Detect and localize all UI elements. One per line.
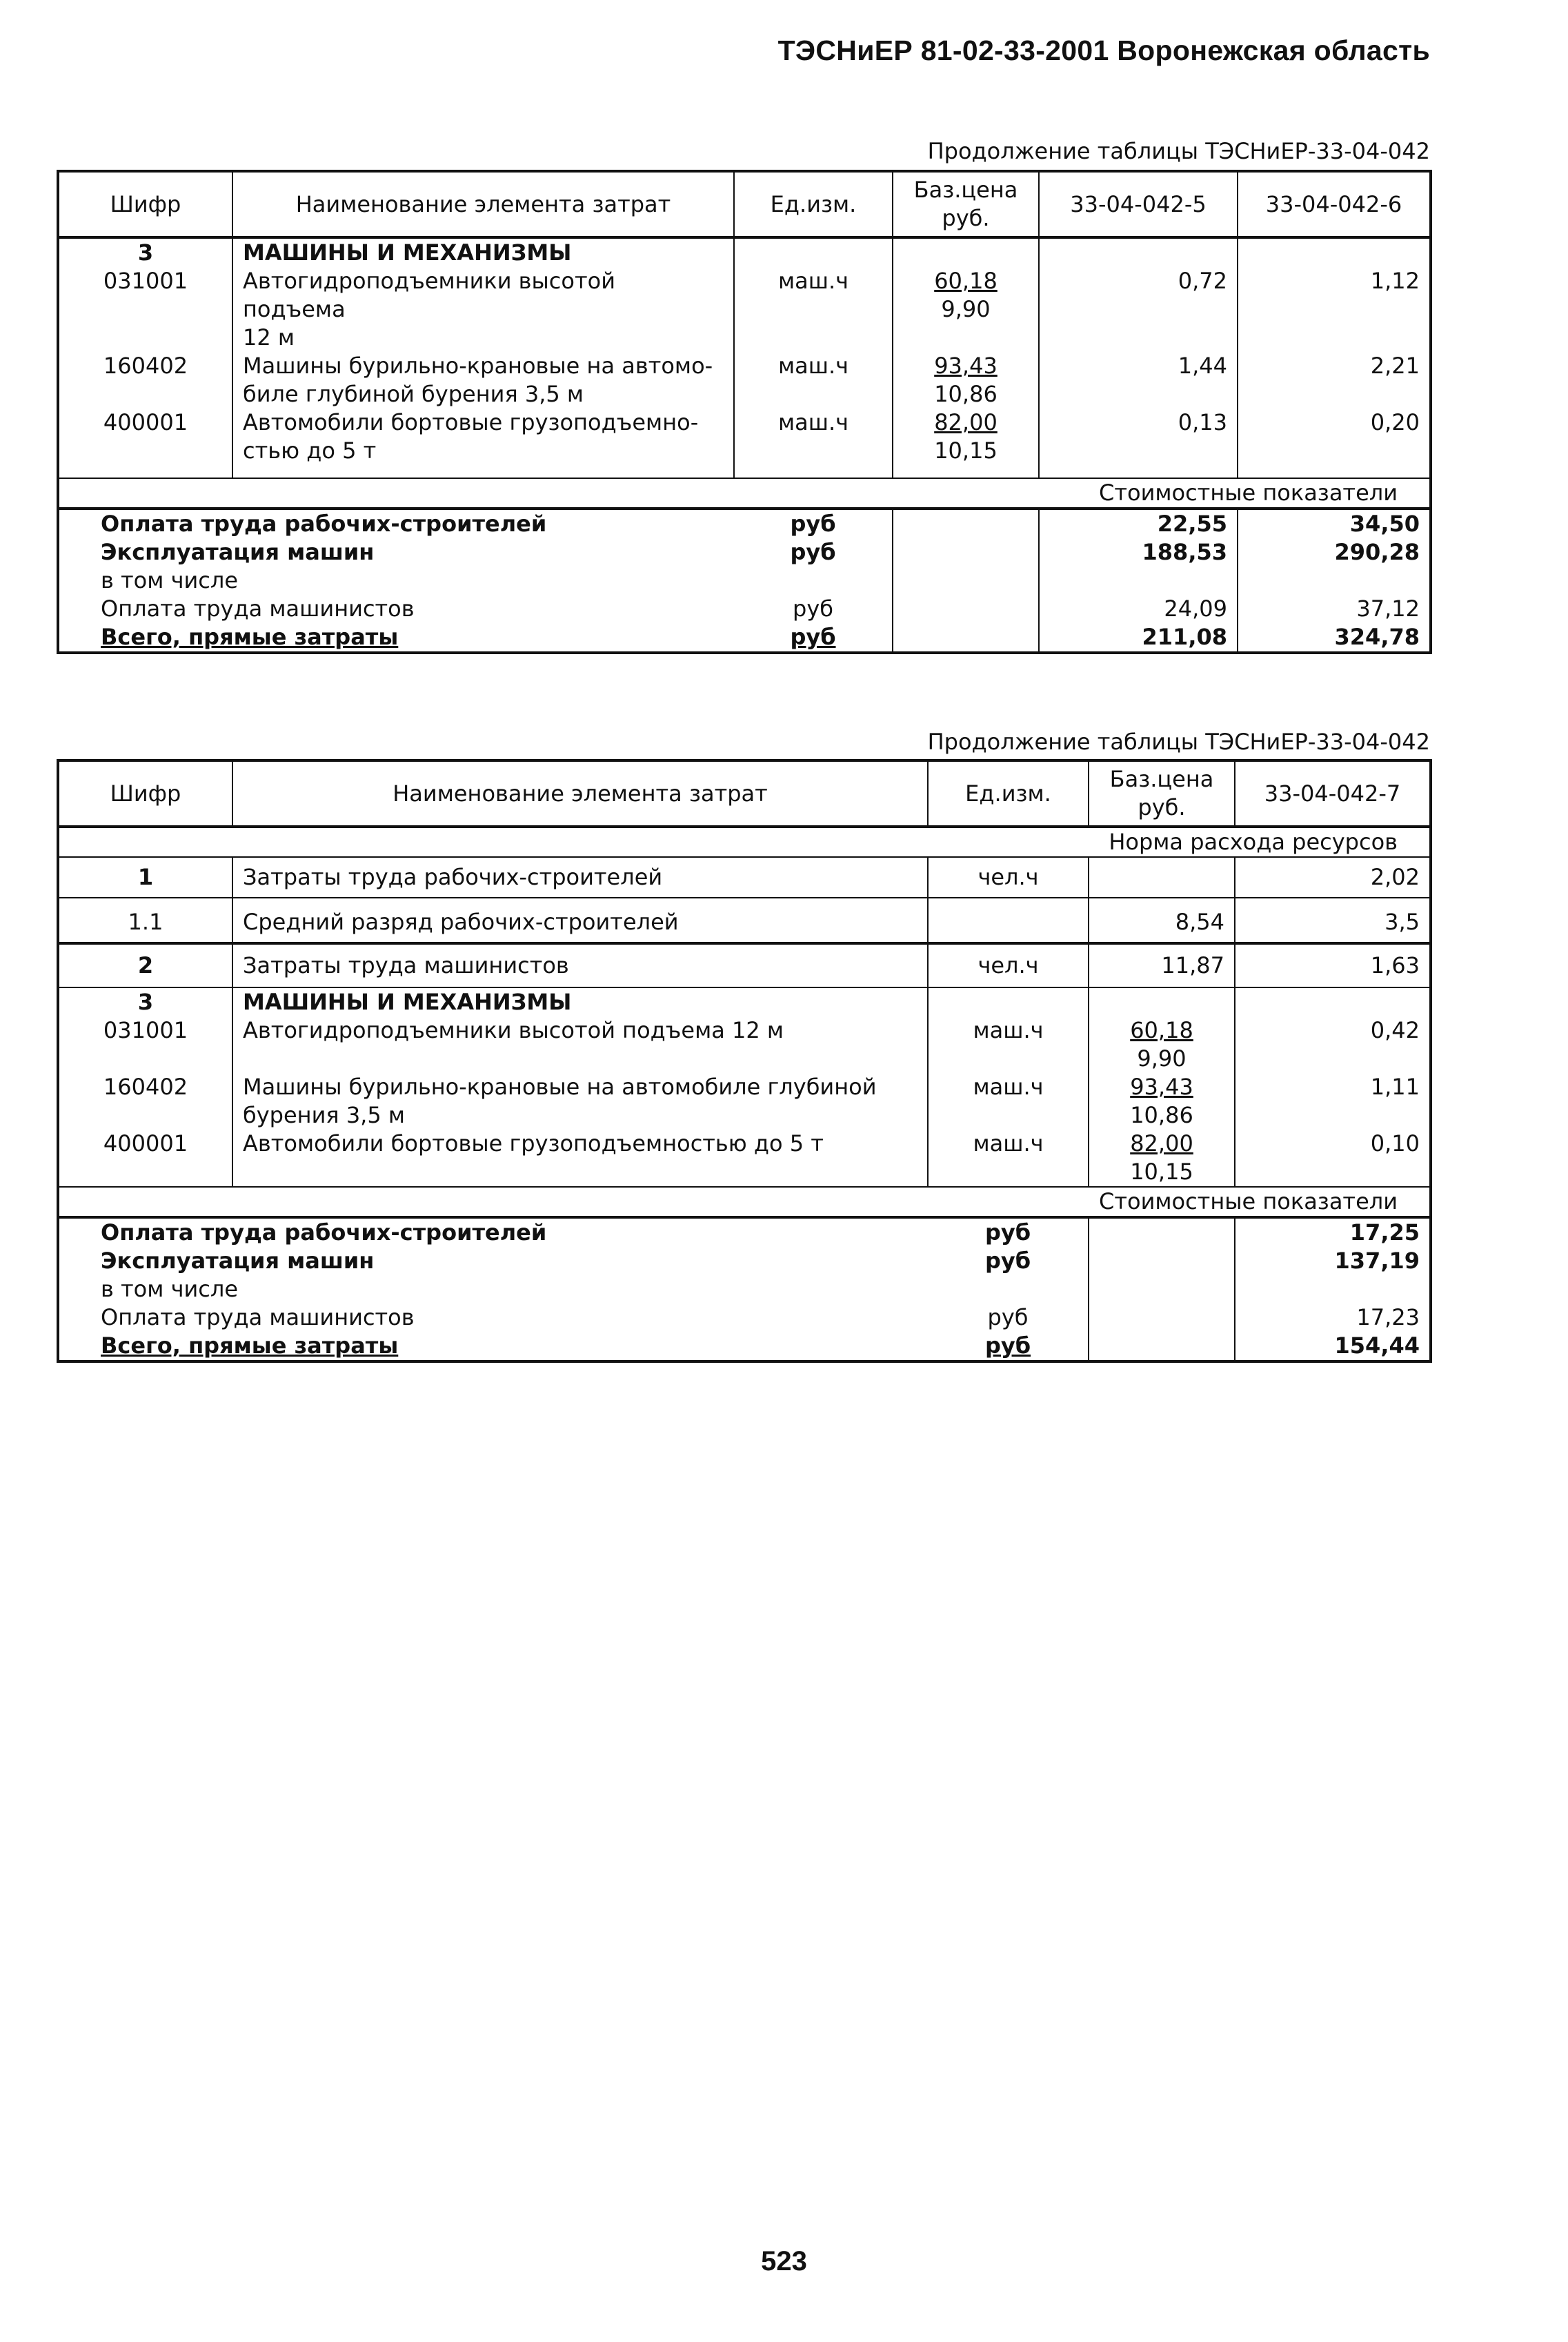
section-title: МАШИНЫ И МЕХАНИЗМЫ — [232, 987, 928, 1016]
row-value-col1: 0,72 — [1039, 267, 1238, 352]
row-unit: маш.ч — [928, 1073, 1089, 1130]
cost-unit: руб — [928, 1332, 1089, 1361]
table-row — [58, 1016, 1431, 1073]
row-price: 60,18 9,90 — [893, 267, 1039, 352]
table1 — [57, 170, 1432, 654]
row-value-col1: 1,63 — [1235, 943, 1431, 987]
cost-value-col2: 37,12 — [1238, 595, 1431, 623]
row-code: 160402 — [58, 352, 232, 409]
cost-name: в том числе — [58, 1275, 928, 1303]
cost-unit — [928, 1275, 1089, 1303]
row-value-col1: 1,44 — [1039, 352, 1238, 409]
row-name: Автомобили бортовые грузоподъемно- стью до 5 т — [232, 409, 734, 478]
page-number: 523 — [761, 2246, 807, 2276]
cost-name: Оплата труда машинистов — [58, 595, 734, 623]
cost-value-col1: 22,55 — [1039, 509, 1238, 538]
row-code: 400001 — [58, 409, 232, 478]
row-price: 11,87 — [1089, 943, 1235, 987]
cost-value-col1: 24,09 — [1039, 595, 1238, 623]
row-name: Автомобили бортовые грузоподъемностью до 5 т — [232, 1130, 928, 1187]
table-row — [58, 352, 1431, 409]
row-unit: чел.ч — [928, 857, 1089, 898]
row-value-col1: 1,11 — [1235, 1073, 1431, 1130]
cost-value-col1 — [1039, 567, 1238, 595]
header-price: Баз.цена руб. — [1089, 760, 1235, 827]
table2 — [57, 759, 1432, 1363]
cost-label: Стоимостные показатели — [58, 478, 1431, 509]
table-row — [58, 1073, 1431, 1130]
table-row — [58, 409, 1431, 478]
cost-unit: руб — [928, 1303, 1089, 1332]
cost-value-col2: 34,50 — [1238, 509, 1431, 538]
cost-unit: руб — [734, 623, 893, 653]
row-value-col2: 1,12 — [1238, 267, 1431, 352]
row-code: 160402 — [58, 1073, 232, 1130]
row-name: Средний разряд рабочих-строителей — [232, 898, 928, 943]
row-name: Затраты труда рабочих-строителей — [232, 857, 928, 898]
header-unit: Ед.изм. — [734, 171, 893, 237]
header-unit: Ед.изм. — [928, 760, 1089, 827]
header-name: Наименование элемента затрат — [232, 760, 928, 827]
header-code: Шифр — [58, 171, 232, 237]
cost-row — [58, 1217, 1431, 1247]
row-name: Машины бурильно-крановые на автомо- биле глубиной бурения 3,5 м — [232, 352, 734, 409]
row-name: Автогидроподъемники высотой подъема 12 м — [232, 267, 734, 352]
cost-value-col1: 137,19 — [1235, 1247, 1431, 1275]
section-code: 3 — [58, 237, 232, 267]
cost-row — [58, 1303, 1431, 1332]
row-price: 60,18 9,90 — [1089, 1016, 1235, 1073]
table-row — [58, 267, 1431, 352]
row-code: 031001 — [58, 1016, 232, 1073]
norm-label-row — [58, 827, 1431, 857]
cost-unit — [734, 567, 893, 595]
row-price: 8,54 — [1089, 898, 1235, 943]
row-price — [1089, 857, 1235, 898]
header-col1: 33-04-042-5 — [1039, 171, 1238, 237]
row-value-col1: 3,5 — [1235, 898, 1431, 943]
cost-label-row — [58, 1187, 1431, 1217]
row-name: Автогидроподъемники высотой подъема 12 м — [232, 1016, 928, 1073]
table-row — [58, 1130, 1431, 1187]
cost-row — [58, 567, 1431, 595]
row-code: 2 — [58, 943, 232, 987]
row-code: 1.1 — [58, 898, 232, 943]
section-row — [58, 987, 1431, 1016]
cost-name: Оплата труда рабочих-строителей — [58, 509, 734, 538]
row-value-col1: 0,42 — [1235, 1016, 1431, 1073]
header-price: Баз.цена руб. — [893, 171, 1039, 237]
header-col1: 33-04-042-7 — [1235, 760, 1431, 827]
cost-value-col2: 290,28 — [1238, 538, 1431, 567]
table2-caption: Продолжение таблицы ТЭСНиЕР-33-04-042 — [927, 729, 1430, 755]
cost-row — [58, 595, 1431, 623]
cost-value-col1 — [1235, 1275, 1431, 1303]
cost-row — [58, 1275, 1431, 1303]
cost-row — [58, 509, 1431, 538]
cost-unit: руб — [734, 538, 893, 567]
table1-caption: Продолжение таблицы ТЭСНиЕР-33-04-042 — [927, 138, 1430, 164]
row-price: 93,43 10,86 — [1089, 1073, 1235, 1130]
table-row — [58, 857, 1431, 898]
row-code: 031001 — [58, 267, 232, 352]
row-unit: чел.ч — [928, 943, 1089, 987]
cost-name: Эксплуатация машин — [58, 1247, 928, 1275]
cost-row — [58, 623, 1431, 653]
cost-name: Всего, прямые затраты — [58, 623, 734, 653]
cost-unit: руб — [928, 1217, 1089, 1247]
cost-name: Оплата труда машинистов — [58, 1303, 928, 1332]
row-price: 82,00 10,15 — [1089, 1130, 1235, 1187]
row-unit: маш.ч — [734, 267, 893, 352]
cost-value-col2 — [1238, 567, 1431, 595]
table-row — [58, 943, 1431, 987]
row-unit — [928, 898, 1089, 943]
row-name: Машины бурильно-крановые на автомобиле глубиной бурения 3,5 м — [232, 1073, 928, 1130]
cost-unit: руб — [734, 595, 893, 623]
cost-name: Оплата труда рабочих-строителей — [58, 1217, 928, 1247]
cost-value-col1: 211,08 — [1039, 623, 1238, 653]
cost-value-col1: 154,44 — [1235, 1332, 1431, 1361]
section-title: МАШИНЫ И МЕХАНИЗМЫ — [232, 237, 734, 267]
row-value-col1: 0,10 — [1235, 1130, 1431, 1187]
section-code: 3 — [58, 987, 232, 1016]
cost-value-col1: 188,53 — [1039, 538, 1238, 567]
norm-label: Норма расхода ресурсов — [58, 827, 1431, 857]
row-value-col1: 2,02 — [1235, 857, 1431, 898]
row-value-col2: 2,21 — [1238, 352, 1431, 409]
row-code: 400001 — [58, 1130, 232, 1187]
row-price: 93,43 10,86 — [893, 352, 1039, 409]
cost-value-col2: 324,78 — [1238, 623, 1431, 653]
cost-value-col1: 17,23 — [1235, 1303, 1431, 1332]
row-price: 82,00 10,15 — [893, 409, 1039, 478]
section-row — [58, 237, 1431, 267]
row-unit: маш.ч — [928, 1016, 1089, 1073]
cost-name: в том числе — [58, 567, 734, 595]
row-value-col2: 0,20 — [1238, 409, 1431, 478]
row-unit: маш.ч — [928, 1130, 1089, 1187]
cost-label-row — [58, 478, 1431, 509]
cost-label: Стоимостные показатели — [58, 1187, 1431, 1217]
header-code: Шифр — [58, 760, 232, 827]
table-row — [58, 898, 1431, 943]
cost-name: Эксплуатация машин — [58, 538, 734, 567]
header-name: Наименование элемента затрат — [232, 171, 734, 237]
row-unit: маш.ч — [734, 409, 893, 478]
row-name: Затраты труда машинистов — [232, 943, 928, 987]
cost-value-col1: 17,25 — [1235, 1217, 1431, 1247]
cost-row — [58, 1332, 1431, 1361]
row-code: 1 — [58, 857, 232, 898]
cost-row — [58, 538, 1431, 567]
cost-unit: руб — [928, 1247, 1089, 1275]
row-unit: маш.ч — [734, 352, 893, 409]
header-col2: 33-04-042-6 — [1238, 171, 1431, 237]
cost-unit: руб — [734, 509, 893, 538]
cost-name: Всего, прямые затраты — [58, 1332, 928, 1361]
page-header: ТЭСНиЕР 81-02-33-2001 Воронежская область — [777, 35, 1430, 66]
cost-row — [58, 1247, 1431, 1275]
row-value-col1: 0,13 — [1039, 409, 1238, 478]
